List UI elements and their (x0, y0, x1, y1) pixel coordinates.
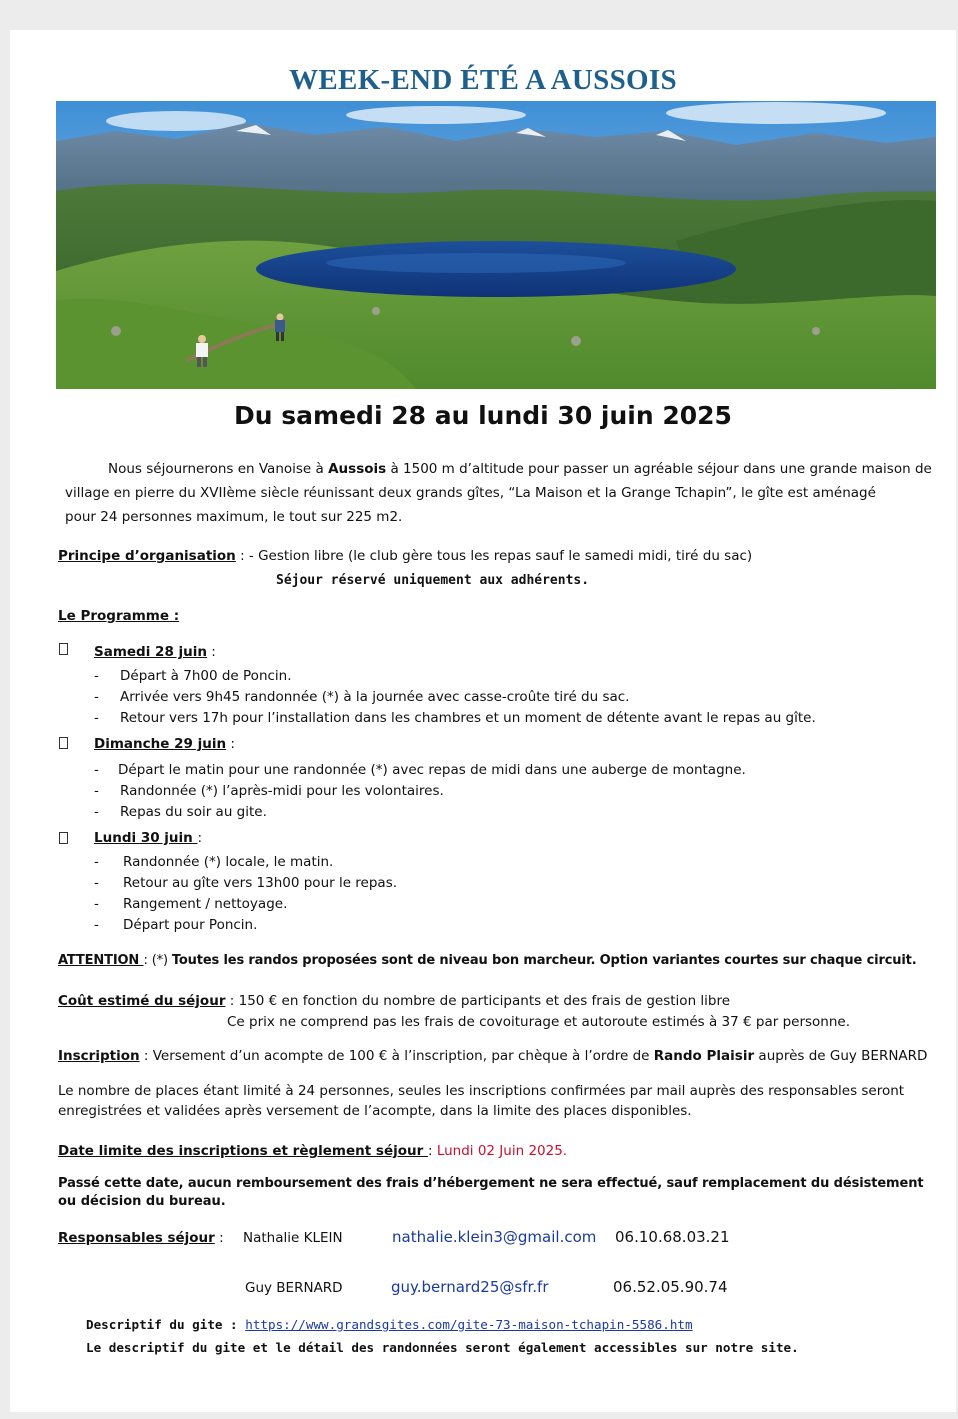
day-suffix: : (197, 830, 203, 846)
cout-note: Ce prix ne comprend pas les frais de covoiturage et autoroute estimés à 37 € par personne. (227, 1014, 851, 1030)
gite-note: Le descriptif du gite et le détail des randonnées seront également accessibles sur notre site. (86, 1340, 799, 1355)
list-item-text: Retour vers 17h pour l’installation dans les chambres et un moment de détente avant le repas au gîte. (120, 710, 816, 726)
responsables-label: Responsables séjour (58, 1230, 215, 1246)
principe-text: : - Gestion libre (le club gère tous les repas sauf le samedi midi, tiré du sac) (235, 548, 753, 564)
list-item: - (94, 762, 99, 778)
list-item: - (94, 689, 99, 705)
gite-line (86, 1313, 693, 1337)
list-item: - (94, 668, 99, 684)
intro-place: Aussois (328, 461, 387, 477)
list-item: - (94, 854, 99, 870)
places-line-2: enregistrées et validées après versement de l’acompte, dans la limite des places disponibles. (58, 1103, 692, 1119)
intro-line-1 (108, 457, 932, 481)
refund-line-1: Passé cette date, aucun remboursement des frais d’hébergement ne sera effectué, sauf remplacement du désistement (58, 1176, 924, 1191)
principe-note: Séjour réservé uniquement aux adhérents. (276, 573, 590, 588)
list-item-text: Départ pour Poncin. (123, 917, 258, 933)
intro-line-3: pour 24 personnes maximum, le tout sur 225 m2. (65, 509, 403, 525)
cout-text: : 150 € en fonction du nombre de participants et des frais de gestion libre (225, 993, 731, 1009)
principe-label: Principe d’organisation (58, 548, 236, 564)
principe-line (58, 544, 752, 568)
bullet-box (59, 737, 68, 749)
document-page (10, 30, 956, 1412)
places-line-1: Le nombre de places étant limité à 24 personnes, seules les inscriptions confirmées par mail auprès des responsables seront (58, 1083, 905, 1099)
list-item-text: Départ le matin pour une randonnée (*) avec repas de midi dans une auberge de montagne. (118, 762, 746, 778)
day-suffix: : (226, 736, 235, 752)
deadline-date: Lundi 02 Juin 2025. (436, 1143, 568, 1159)
attention-line (58, 949, 917, 973)
club-name: Rando Plaisir (653, 1048, 755, 1064)
day-label: Dimanche 29 juin (94, 736, 227, 752)
day-suffix: : (207, 644, 216, 660)
inscription-line (58, 1044, 927, 1068)
list-item-text: Départ à 7h00 de Poncin. (120, 668, 292, 684)
list-item: - (94, 710, 99, 726)
refund-line-2: ou décision du bureau. (58, 1194, 226, 1209)
list-item: - (94, 875, 99, 891)
list-item-text: Randonnée (*) l’après-midi pour les volontaires. (120, 783, 444, 799)
list-item-text: Rangement / nettoyage. (123, 896, 288, 912)
event-dates: Du samedi 28 au lundi 30 juin 2025 (234, 401, 732, 430)
list-item: - (94, 917, 99, 933)
list-item: - (94, 896, 99, 912)
contact-name: Guy BERNARD (245, 1280, 343, 1296)
cout-label: Coût estimé du séjour (58, 993, 226, 1009)
contact-name: Nathalie KLEIN (243, 1230, 343, 1246)
programme-label: Le Programme : (58, 608, 180, 624)
landscape-illustration (56, 101, 936, 389)
attention-text: : (*) (143, 953, 172, 968)
intro-text: à 1500 m d’altitude pour passer un agréable séjour dans une grande maison de (386, 461, 932, 477)
document-title: WEEK-END ÉTÉ A AUSSOIS (289, 64, 677, 96)
bullet-box (59, 832, 68, 844)
gite-label: Descriptif du gite : (86, 1317, 246, 1332)
attention-label: ATTENTION (58, 953, 144, 968)
attention-bold: Toutes les randos proposées sont de niveau bon marcheur. Option variantes courtes sur chaque circuit. (171, 953, 917, 968)
mountain-lake-photo (56, 101, 936, 389)
list-item: - (94, 804, 99, 820)
list-item: - (94, 783, 99, 799)
inscription-text: auprès de Guy BERNARD (754, 1048, 928, 1064)
deadline-line: Date limite des inscriptions et règlement séjour : Lundi 02 Juin 2025. (58, 1143, 568, 1159)
day-label: Lundi 30 juin (94, 830, 198, 846)
list-item-text: Arrivée vers 9h45 randonnée (*) à la journée avec casse-croûte tiré du sac. (120, 689, 630, 705)
day-label: Samedi 28 juin (94, 644, 208, 660)
responsables-label-line: Responsables séjour : (58, 1230, 224, 1246)
contact-phone: 06.10.68.03.21 (615, 1228, 730, 1246)
list-item-text: Randonnée (*) locale, le matin. (123, 854, 334, 870)
intro-text: Nous séjournerons en Vanoise à (108, 461, 329, 477)
inscription-text: : Versement d’un acompte de 100 € à l’inscription, par chèque à l’ordre de (139, 1048, 654, 1064)
day-heading (94, 826, 202, 850)
list-item-text: Repas du soir au gite. (120, 804, 267, 820)
day-heading (94, 732, 235, 756)
inscription-label: Inscription (58, 1048, 140, 1064)
intro-line-2: village en pierre du XVIIème siècle réunissant deux grands gîtes, “La Maison et la Grange Tchapin”, le gîte est aménagé (65, 485, 876, 501)
list-item-text: Retour au gîte vers 13h00 pour le repas. (123, 875, 398, 891)
contact-email[interactable]: nathalie.klein3@gmail.com (392, 1228, 597, 1246)
contact-email[interactable]: guy.bernard25@sfr.fr (391, 1278, 549, 1296)
day-heading (94, 640, 216, 664)
bullet-box (59, 643, 68, 655)
contact-phone: 06.52.05.90.74 (613, 1278, 728, 1296)
deadline-label: Date limite des inscriptions et règlement séjour (58, 1143, 428, 1159)
gite-link[interactable]: https://www.grandsgites.com/gite-73-maison-tchapin-5586.htm (245, 1317, 693, 1332)
